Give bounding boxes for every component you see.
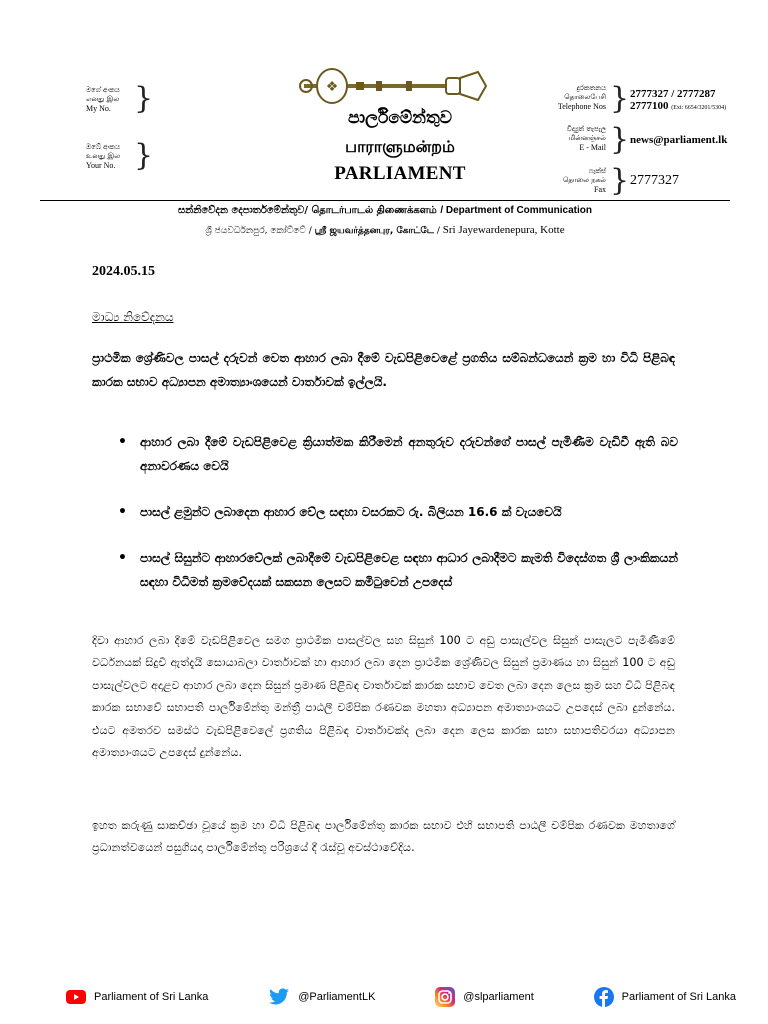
instagram-link[interactable]: @slparliament (435, 987, 533, 1007)
header-rule (40, 200, 730, 201)
telephone-numbers: 2777327 / 2777287 2777100 (Ext: 6654/3201/5304) (630, 88, 727, 112)
youtube-link[interactable]: Parliament of Sri Lanka (66, 990, 208, 1004)
fax-brace: } (610, 163, 630, 198)
title-tamil: பாராளுமன்றம் (345, 137, 455, 156)
body-paragraph: දිවා ආහාර ලබා දීමේ වැඩපිළිවෙල සමග ප්‍රාථමික පාසල්වල සහ සිසුන් 100 ට අඩු පාසැල්වල සිසුන් පාසැලට පැමිණීමේ වර්ධනයක් සිදුවී ඇත්දැයි සොයාබලා වාර්තාවක් හා ආහාර ලබා දෙන ප්‍රාථමික ශ්‍රේණිවල සිසුන් ප්‍රමාණය හා සිසුන් 100 ට අඩු පාසැල්වලට අදාළව ආහාර ලබා දෙන සිසුන් ප්‍රමාණ පිළිබඳ වාර්තාවක් කාරක සභාව වෙත ලබා දෙන ලෙස ක්‍රම සහ විධි පිළිබඳ කාරක සභාවේ සභාපති පාර්ලිමේන්තු මන්ත්‍රී පාඨලී චම්පික රණවක මහතා අධ්‍යාපන අමාත්‍යාංශයට උපදෙස් ලබා දුන්නේය. එයට අමතරව සමස්ථ වැඩපිළිවෙලේ ප්‍රගතිය පිළිබඳ වාර්තාවක්ද ලබා දෙන ලෙස කාරක සභා සභාපතිවරයා අධ්‍යාපන අමාත්‍යාංශයට උපදෙස් දුන්නේය. (92, 634, 675, 760)
title-english: PARLIAMENT (334, 163, 466, 184)
email-brace: } (610, 122, 630, 157)
highlights-list (118, 430, 678, 594)
your-no-label: ඔබේ අංකය உனது இல Your No. (86, 143, 121, 170)
telephone-label: දුරකතනය தொலைபேசி Telephone Nos (557, 84, 606, 111)
headline: ප්‍රාථමික ශ්‍රේණිවල පාසල් දරුවන් වෙත ආහාර ලබා දීමේ වැඩපිළිවෙළේ ප්‍රගතිය සම්බන්ධයෙන් ක්‍රම හා විධි පිළිබඳ කාරක සභාව අධ්‍යාපන අමාත්‍යාංශයෙන් වාර්තාවක් ඉල්ලයි. (92, 351, 675, 389)
email-label: විද්‍යුත් තැපැල மின்னஞ்சல் E - Mail (566, 125, 606, 152)
address-line: ශ්‍රී ජයවර්ධනපුර, කෝට්ටේ / ஸ்ரீ ஜயவர்த்தனபுர, கோட்டே / Sri Jayewardenepura, Kotte (205, 224, 565, 236)
parliament-mace-emblem (296, 66, 492, 106)
body-paragraph: ඉහත කරුණු සාකච්ඡා වූයේ ක්‍රම හා විධි පිළිබඳ පාර්ලිමේන්තු කාරක සභාව එහි සභාපති පාඨලී චම්පික රණවක මහතාගේ ප්‍රධානත්වයෙන් පසුගියදා පාර්ලිමේන්තු පරිශ්‍රයේ දී රැස්වූ අවස්ථාවේදිය. (92, 819, 675, 855)
telephone-brace: } (610, 81, 630, 116)
twitter-link[interactable]: @ParliamentLK (268, 988, 375, 1006)
social-footer (66, 985, 736, 1009)
highlight-item: • ආහාර ලබා දීමේ වැඩපිළිවෙළ ක්‍රියාත්මක කිරීමෙන් අනතුරුව දරුවන්ගේ පාසල් පැමිණීම වැඩිවී ඇති බව අනාවරණය වෙයි (118, 430, 678, 478)
instagram-icon (435, 987, 455, 1007)
media-release-label: මාධ්‍ය නිවේදනය (92, 310, 174, 324)
youtube-icon (66, 990, 86, 1004)
facebook-link[interactable]: Parliament of Sri Lanka (594, 987, 736, 1007)
fax-number: 2777327 (630, 173, 679, 188)
department-line: සන්නිවේදන දෙපාර්තමේන්තුව/ தொடர்பாடல் திணைக்களம் / Department of Communication (177, 205, 593, 216)
fax-label: ෆැක්ස් தொலை நகல் Fax (562, 167, 606, 194)
svg-text:❖: ❖ (325, 79, 339, 95)
my-no-brace: } (134, 81, 154, 116)
document-date: 2024.05.15 (92, 264, 155, 279)
highlight-item: • පාසල් සිසුන්ට ආහාරවේලක් ලබාදීමේ වැඩපිළිවෙළ සඳහා ආධාර ලබාදීමට කැමති විදෙස්ගත ශ්‍රී ලාංකිකයන් සඳහා විධිමත් ක්‍රමවේදයක් සකසන ලෙසට කමිටුවෙන් උපදෙස් (118, 546, 678, 594)
your-no-brace: } (134, 138, 154, 173)
email-address[interactable]: news@parliament.lk (630, 134, 728, 146)
title-sinhala: පාර්ලිමේන්තුව (348, 108, 452, 128)
highlight-item: • පාසල් ළමුන්ට ලබාදෙන ආහාර වේල සඳහා වසරකට රු. බිලියන 16.6 ක් වැයවෙයි (118, 500, 678, 524)
twitter-icon (268, 988, 290, 1006)
facebook-icon (594, 987, 614, 1007)
my-no-label: මගේ අංකය எனது இல My No. (86, 86, 120, 113)
letterhead (0, 0, 768, 240)
